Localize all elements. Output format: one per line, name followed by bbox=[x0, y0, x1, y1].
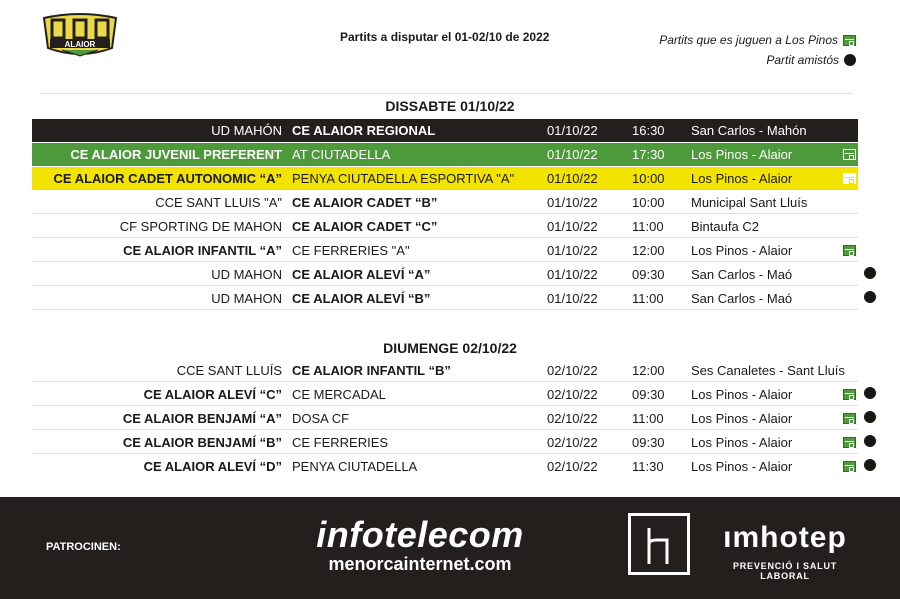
away-team: CE FERRERIES bbox=[292, 435, 389, 450]
match-venue: Los Pinos - Alaior bbox=[691, 243, 793, 258]
sponsors-footer bbox=[0, 497, 900, 599]
match-venue: Los Pinos - Alaior bbox=[691, 435, 793, 450]
svg-text:ALAIOR: ALAIOR bbox=[64, 40, 96, 49]
match-time: 10:00 bbox=[632, 171, 665, 186]
home-team: UD MAHON bbox=[211, 267, 282, 282]
home-team: UD MAHÓN bbox=[211, 123, 282, 138]
match-venue: San Carlos - Maó bbox=[691, 291, 793, 306]
dot-icon bbox=[864, 267, 876, 279]
match-date: 01/10/22 bbox=[547, 267, 598, 282]
match-row bbox=[32, 119, 858, 142]
match-venue: Los Pinos - Alaior bbox=[691, 459, 793, 474]
match-venue: Los Pinos - Alaior bbox=[691, 147, 793, 162]
match-venue: Los Pinos - Alaior bbox=[691, 411, 793, 426]
match-date: 02/10/22 bbox=[547, 459, 598, 474]
page-title: Partits a disputar el 01-02/10 de 2022 bbox=[340, 30, 550, 44]
away-team: PENYA CIUTADELLA bbox=[292, 459, 418, 474]
match-date: 02/10/22 bbox=[547, 387, 598, 402]
home-team: CCE SANT LLUIS "A" bbox=[155, 195, 282, 210]
field-icon bbox=[843, 173, 856, 184]
match-row bbox=[32, 383, 858, 406]
match-row bbox=[32, 263, 858, 286]
away-team: CE ALAIOR CADET “B” bbox=[292, 195, 438, 210]
match-venue: San Carlos - Mahón bbox=[691, 123, 807, 138]
sponsor-infotelecom bbox=[310, 514, 530, 575]
away-team: AT CIUTADELLA bbox=[292, 147, 391, 162]
field-icon bbox=[843, 149, 856, 160]
dot-icon bbox=[864, 411, 876, 423]
legend-home-label: Partits que es juguen a Los Pinos bbox=[659, 33, 838, 47]
home-team: CE ALAIOR JUVENIL PREFERENT bbox=[70, 147, 282, 162]
match-time: 12:00 bbox=[632, 243, 665, 258]
legend-home bbox=[659, 30, 856, 50]
sponsor-imhotep bbox=[710, 521, 860, 581]
home-team: CE ALAIOR BENJAMÍ “A” bbox=[122, 411, 282, 426]
away-team: DOSA CF bbox=[292, 411, 350, 426]
away-team: CE ALAIOR REGIONAL bbox=[292, 123, 436, 138]
match-row bbox=[32, 215, 858, 238]
match-row bbox=[32, 287, 858, 310]
match-date: 01/10/22 bbox=[547, 171, 598, 186]
sunday-title: DIUMENGE 02/10/22 bbox=[383, 340, 517, 356]
home-team: CCE SANT LLUÍS bbox=[176, 363, 282, 378]
away-team: CE ALAIOR INFANTIL “B” bbox=[292, 363, 451, 378]
match-venue: Los Pinos - Alaior bbox=[691, 387, 793, 402]
match-row bbox=[32, 359, 858, 382]
away-team: PENYA CIUTADELLA ESPORTIVA "A" bbox=[292, 171, 515, 186]
field-icon bbox=[843, 437, 856, 448]
legend-friendly-label: Partit amistós bbox=[766, 53, 839, 67]
sponsor1-url: menorcainternet.com bbox=[328, 554, 512, 574]
match-time: 17:30 bbox=[632, 147, 665, 162]
match-date: 01/10/22 bbox=[547, 291, 598, 306]
match-row bbox=[32, 407, 858, 430]
away-team: CE FERRERIES "A" bbox=[292, 243, 410, 258]
legend bbox=[659, 30, 856, 70]
match-venue: Los Pinos - Alaior bbox=[691, 171, 793, 186]
match-date: 01/10/22 bbox=[547, 195, 598, 210]
match-row bbox=[32, 431, 858, 454]
match-time: 16:30 bbox=[632, 123, 665, 138]
away-team: CE ALAIOR ALEVÍ “B” bbox=[292, 291, 431, 306]
match-time: 11:00 bbox=[632, 291, 664, 306]
match-row bbox=[32, 455, 858, 478]
match-date: 01/10/22 bbox=[547, 123, 598, 138]
home-team: CE ALAIOR ALEVÍ “C” bbox=[143, 387, 282, 402]
match-time: 11:00 bbox=[632, 219, 664, 234]
sponsor1-name: infotelecom bbox=[316, 514, 524, 555]
match-date: 02/10/22 bbox=[547, 411, 598, 426]
field-icon bbox=[843, 35, 856, 46]
match-time: 10:00 bbox=[632, 195, 665, 210]
match-date: 02/10/22 bbox=[547, 435, 598, 450]
match-date: 01/10/22 bbox=[547, 219, 598, 234]
home-team: CE ALAIOR INFANTIL “A” bbox=[123, 243, 282, 258]
field-icon bbox=[843, 461, 856, 472]
match-row bbox=[32, 143, 858, 166]
match-row bbox=[32, 167, 858, 190]
match-time: 09:30 bbox=[632, 267, 665, 282]
sponsors-label: PATROCINEN: bbox=[46, 541, 121, 553]
home-team: CF SPORTING DE MAHON bbox=[119, 219, 282, 234]
match-venue: Ses Canaletes - Sant Lluís bbox=[691, 363, 845, 378]
saturday-title: DISSABTE 01/10/22 bbox=[385, 98, 515, 114]
field-icon bbox=[843, 245, 856, 256]
match-venue: Bintaufa C2 bbox=[691, 219, 759, 234]
match-date: 01/10/22 bbox=[547, 243, 598, 258]
field-icon bbox=[843, 389, 856, 400]
away-team: CE MERCADAL bbox=[292, 387, 386, 402]
match-time: 09:30 bbox=[632, 387, 665, 402]
match-date: 02/10/22 bbox=[547, 363, 598, 378]
dot-icon bbox=[864, 435, 876, 447]
sponsor2-name: ımhotep bbox=[723, 521, 847, 554]
match-time: 12:00 bbox=[632, 363, 665, 378]
club-logo bbox=[40, 12, 120, 58]
dot-icon bbox=[864, 291, 876, 303]
away-team: CE ALAIOR CADET “C” bbox=[292, 219, 438, 234]
sponsor2-tagline: PREVENCIÓ I SALUT LABORAL bbox=[732, 561, 838, 581]
home-team: CE ALAIOR BENJAMÍ “B” bbox=[122, 435, 282, 450]
legend-friendly bbox=[659, 50, 856, 70]
dot-icon bbox=[864, 387, 876, 399]
home-team: UD MAHON bbox=[211, 291, 282, 306]
field-icon bbox=[843, 413, 856, 424]
dot-icon bbox=[864, 459, 876, 471]
match-row bbox=[32, 239, 858, 262]
imhotep-logo-icon bbox=[628, 513, 690, 575]
divider bbox=[40, 93, 853, 94]
match-venue: San Carlos - Maó bbox=[691, 267, 793, 282]
match-date: 01/10/22 bbox=[547, 147, 598, 162]
home-team: CE ALAIOR ALEVÍ “D” bbox=[143, 459, 282, 474]
match-venue: Municipal Sant Lluís bbox=[691, 195, 808, 210]
match-time: 11:00 bbox=[632, 411, 664, 426]
home-team: CE ALAIOR CADET AUTONOMIC “A” bbox=[53, 171, 282, 186]
match-time: 11:30 bbox=[632, 459, 664, 474]
match-time: 09:30 bbox=[632, 435, 665, 450]
away-team: CE ALAIOR ALEVÍ “A” bbox=[292, 267, 431, 282]
match-row bbox=[32, 191, 858, 214]
dot-icon bbox=[844, 54, 856, 66]
